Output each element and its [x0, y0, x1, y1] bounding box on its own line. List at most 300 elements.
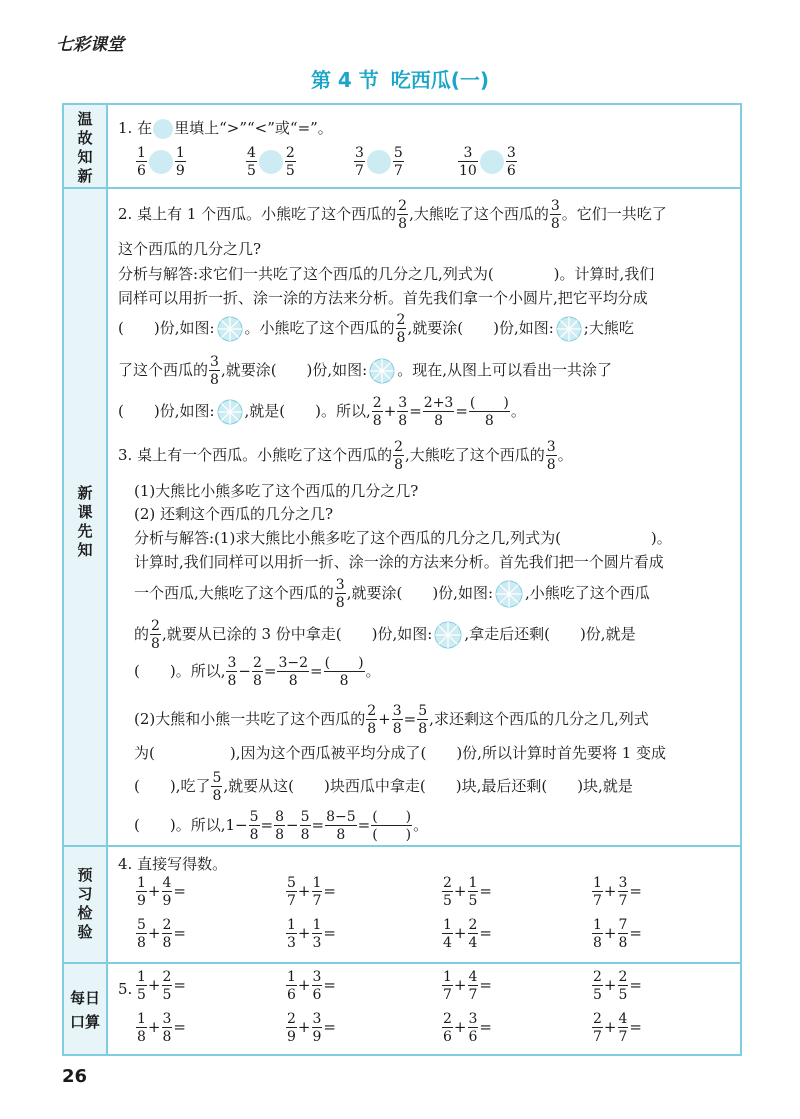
numerator: 5: [393, 145, 403, 161]
circle-diagram-icon: [217, 399, 243, 425]
denominator: 5: [285, 163, 295, 179]
q3-line: 为( ),因为这个西瓜被平均分成了( )份,所以计算时首先要将 1 变成: [134, 744, 667, 762]
denominator: 8: [396, 330, 406, 346]
text: ,就是( )。所以,: [244, 402, 371, 420]
denominator: 8: [300, 827, 310, 843]
compare-circle[interactable]: [259, 150, 283, 174]
fraction: [618, 1012, 629, 1044]
text: ,就要涂( )份,如图:: [346, 584, 493, 602]
equals-sign: =: [409, 402, 422, 420]
text: ,就要涂( )份,如图:: [220, 361, 368, 379]
q3-line: 计算时,我们同样可以用折一折、涂一涂的方法来分析。首先我们把一个圆片看成: [134, 553, 664, 571]
plus-sign: +: [147, 882, 161, 900]
section-label-daily: [64, 986, 106, 1034]
numerator: 2: [394, 439, 404, 455]
fraction: [162, 1012, 173, 1044]
plus-sign: +: [297, 1018, 311, 1036]
fraction: [458, 146, 478, 178]
denominator: 5: [443, 893, 452, 909]
addition-exercise[interactable]: [441, 970, 492, 1002]
denominator: 8: [546, 457, 556, 473]
denominator: 7: [355, 163, 364, 179]
numerator: 1: [137, 1011, 146, 1027]
section-label-text: 新课先知: [77, 484, 93, 559]
numerator: 3: [506, 145, 516, 161]
text: ( ),吃了: [134, 777, 211, 795]
text: 。小熊吃了这个西瓜的: [244, 319, 395, 337]
fraction: [393, 146, 404, 178]
fraction: [277, 656, 309, 688]
denominator: 5: [137, 987, 146, 1003]
text: ( )。所以,1−: [134, 816, 248, 834]
text: 。: [413, 816, 429, 834]
addition-exercise[interactable]: [135, 1012, 186, 1044]
equals-sign: =: [310, 662, 323, 680]
numerator: 4: [247, 145, 256, 161]
q2-line: [118, 355, 740, 387]
addition-exercise[interactable]: [285, 970, 336, 1002]
minus-sign: −: [286, 816, 299, 834]
denominator: 7: [468, 987, 478, 1003]
denominator: 4: [443, 935, 452, 951]
fraction: [285, 146, 296, 178]
denominator: 8: [249, 827, 259, 843]
fraction: [417, 704, 428, 736]
q1-instruction: 里填上“>”“<”或“=”。: [174, 119, 333, 137]
text: 。现在,从图上可以看出一共涂了: [397, 361, 613, 379]
text: ( )份,如图:: [118, 402, 215, 420]
denominator: 8: [212, 788, 222, 804]
numerator: 3: [546, 439, 556, 455]
denominator: 4: [468, 935, 478, 951]
text: ,小熊吃了这个西瓜: [525, 584, 650, 602]
fraction: [506, 146, 517, 178]
text: ( )份,如图:: [118, 319, 215, 337]
numerator: 3: [398, 395, 408, 411]
numerator: 2: [396, 312, 406, 328]
addition-exercise[interactable]: [441, 1012, 492, 1044]
numerator: 3: [355, 145, 364, 161]
denominator: 8: [367, 721, 377, 737]
denominator: 5: [247, 163, 256, 179]
denominator: 6: [287, 987, 296, 1003]
denominator: 7: [287, 893, 296, 909]
equals-sign: =: [173, 1018, 186, 1036]
section-label-new: [64, 484, 106, 560]
addition-exercise[interactable]: [135, 918, 186, 950]
compare-item: [245, 146, 297, 178]
compare-circle[interactable]: [480, 150, 504, 174]
denominator: 8: [335, 595, 345, 611]
compare-item: [457, 146, 518, 178]
fraction: [136, 146, 147, 178]
numerator: 4: [618, 1011, 628, 1027]
denominator: 7: [393, 163, 403, 179]
addition-exercise[interactable]: [285, 918, 336, 950]
denominator: 8: [288, 673, 298, 689]
answer-fraction[interactable]: [324, 656, 365, 688]
denominator: 9: [137, 893, 146, 909]
q3-line: [134, 771, 740, 803]
plus-sign: +: [147, 1018, 161, 1036]
brand-logo: 七彩课堂: [56, 35, 124, 55]
fraction: [335, 578, 346, 610]
denominator: ( ): [372, 827, 412, 843]
fraction: [136, 1012, 147, 1044]
denominator: 8: [398, 216, 408, 232]
denominator: 8: [394, 457, 404, 473]
fraction: [354, 146, 365, 178]
numerator: 2: [443, 875, 452, 891]
denominator: 7: [312, 893, 322, 909]
text: ,求还剩这个西瓜的几分之几,列式: [429, 710, 649, 728]
section-label-text: 温故知新: [77, 110, 93, 185]
q3-line: (1)大熊比小熊多吃了这个西瓜的几分之几?: [134, 482, 419, 500]
q3-line: [134, 619, 740, 651]
fraction: [393, 440, 404, 472]
denominator: 6: [468, 1029, 478, 1045]
numerator: 5: [137, 917, 146, 933]
plus-sign: +: [603, 882, 617, 900]
equals-sign: =: [323, 924, 336, 942]
q2-line: 这个西瓜的几分之几?: [118, 240, 262, 258]
denominator: 5: [468, 893, 478, 909]
fraction: [312, 876, 323, 908]
fraction: [392, 704, 403, 736]
circle-diagram-icon: [369, 358, 395, 384]
circle-diagram-icon: [217, 316, 243, 342]
numerator: 5: [287, 875, 296, 891]
numerator: 1: [137, 145, 146, 161]
numerator: 3: [618, 875, 628, 891]
denominator: 8: [210, 372, 219, 388]
fraction: [592, 876, 603, 908]
plus-sign: +: [297, 882, 311, 900]
numerator: 5: [300, 809, 310, 825]
denominator: 8: [227, 673, 237, 689]
plus-sign: +: [603, 1018, 617, 1036]
fraction: [442, 1012, 453, 1044]
equals-sign: =: [479, 882, 492, 900]
denominator: 8: [137, 1029, 146, 1045]
fraction: [618, 918, 629, 950]
fraction: [592, 918, 603, 950]
fraction: [366, 704, 377, 736]
denominator: 6: [137, 163, 146, 179]
q3-line: [118, 440, 740, 472]
numerator: 5: [418, 703, 428, 719]
numerator: 1: [312, 917, 322, 933]
denominator: 9: [287, 1029, 296, 1045]
fraction: [209, 355, 220, 387]
q2-line: 分析与解答:求它们一共吃了这个西瓜的几分之几,列式为( )。计算时,我们: [118, 265, 655, 283]
equals-sign: =: [323, 882, 336, 900]
fraction: [397, 396, 408, 428]
equals-sign: =: [455, 402, 468, 420]
equals-sign: =: [629, 1018, 642, 1036]
q2-line: 同样可以用折一折、涂一涂的方法来分析。首先我们拿一个小圆片,把它平均分成: [118, 289, 648, 307]
numerator: 2+3: [423, 395, 454, 411]
equals-sign: =: [479, 924, 492, 942]
fraction: [246, 146, 257, 178]
equals-sign: =: [479, 1018, 492, 1036]
plus-sign: +: [297, 924, 311, 942]
denominator: 8: [336, 827, 346, 843]
numerator: 1: [287, 917, 296, 933]
text: ,就要从这( )块西瓜中拿走( )块,最后还剩( )块,就是: [223, 777, 633, 795]
minus-sign: −: [238, 662, 251, 680]
addition-exercise[interactable]: [441, 918, 492, 950]
fraction: [442, 918, 453, 950]
numerator: 1: [312, 875, 322, 891]
numerator: 2: [398, 198, 408, 214]
divider: [62, 962, 742, 964]
numerator: ( ): [324, 655, 364, 671]
denominator: 9: [175, 163, 185, 179]
equals-sign: =: [263, 662, 277, 680]
numerator: 3: [162, 1011, 172, 1027]
numerator: 2: [593, 1011, 602, 1027]
q5-number: 5.: [118, 980, 133, 998]
fraction: [550, 199, 561, 231]
text: 3. 桌上有一个西瓜。小熊吃了这个西瓜的: [118, 446, 393, 464]
numerator: 3: [550, 198, 560, 214]
denominator: 8: [593, 935, 602, 951]
addition-exercise[interactable]: [591, 918, 642, 950]
plus-sign: +: [378, 710, 391, 728]
fraction: [592, 970, 603, 1002]
numerator: 1: [137, 969, 146, 985]
equals-sign: =: [629, 882, 642, 900]
fraction: [325, 810, 357, 842]
numerator: 1: [175, 145, 185, 161]
equals-sign: =: [260, 816, 274, 834]
text: ,拿走后还剩( )份,就是: [464, 625, 636, 643]
answer-fraction[interactable]: [469, 396, 510, 428]
fraction: [312, 1012, 323, 1044]
denominator: 3: [287, 935, 296, 951]
plus-sign: +: [297, 976, 311, 994]
denominator: 6: [443, 1029, 452, 1045]
addition-exercise[interactable]: [135, 970, 186, 1002]
denominator: 8: [372, 413, 382, 429]
fraction: [162, 876, 173, 908]
q3-line: [134, 656, 740, 688]
addition-exercise[interactable]: [285, 876, 336, 908]
numerator: 4: [468, 969, 478, 985]
lesson-title: 吃西瓜(一): [390, 68, 490, 92]
addition-exercise[interactable]: [135, 876, 186, 908]
page-number: 26: [62, 1066, 88, 1087]
denominator: 8: [137, 935, 146, 951]
numerator: 1: [593, 917, 602, 933]
fraction: [468, 1012, 479, 1044]
equals-sign: =: [173, 924, 186, 942]
numerator: 2: [468, 917, 478, 933]
denominator: 8: [392, 721, 402, 737]
numerator: 2: [372, 395, 382, 411]
fraction: [162, 970, 173, 1002]
numerator: 3: [335, 577, 345, 593]
equals-sign: =: [629, 976, 642, 994]
text: 。它们一共吃了: [561, 205, 667, 223]
fraction: [136, 876, 147, 908]
section-label-review: [64, 110, 106, 186]
q3-line: [134, 704, 740, 736]
fraction: [150, 619, 161, 651]
fraction: [286, 1012, 297, 1044]
numerator: 1: [593, 875, 602, 891]
plus-sign: +: [603, 976, 617, 994]
denominator: 8: [151, 636, 160, 652]
numerator: 2: [618, 969, 628, 985]
addition-exercise[interactable]: [441, 876, 492, 908]
numerator: 2: [151, 618, 160, 634]
blank-circle[interactable]: [153, 119, 173, 139]
denominator: 10: [459, 163, 477, 179]
text: 。: [510, 402, 526, 420]
plus-sign: +: [453, 924, 467, 942]
section-label-text: 每日口算: [69, 989, 100, 1031]
denominator: 8: [434, 413, 444, 429]
addition-exercise[interactable]: [591, 876, 642, 908]
plus-sign: +: [147, 924, 161, 942]
equals-sign: =: [323, 1018, 336, 1036]
numerator: 2: [593, 969, 602, 985]
q3-line: [134, 810, 740, 842]
fraction: [136, 970, 147, 1002]
q2-line: [118, 396, 740, 428]
fraction: [312, 918, 323, 950]
compare-circle[interactable]: [149, 150, 173, 174]
denominator: 3: [312, 935, 322, 951]
denominator: 7: [593, 893, 602, 909]
fraction: [468, 918, 479, 950]
q1-prefix: 1. 在: [118, 119, 153, 137]
fraction: [249, 810, 260, 842]
denominator: 7: [618, 1029, 628, 1045]
fraction: [618, 876, 629, 908]
text: ,大熊吃了这个西瓜的: [405, 446, 545, 464]
q2-line: [118, 313, 740, 345]
denominator: 9: [312, 1029, 322, 1045]
plus-sign: +: [453, 882, 467, 900]
fraction: [396, 313, 407, 345]
numerator: 1: [137, 875, 146, 891]
denominator: 7: [443, 987, 452, 1003]
numerator: 2: [443, 1011, 452, 1027]
addition-exercise[interactable]: [285, 1012, 336, 1044]
numerator: 3: [210, 354, 219, 370]
denominator: 9: [162, 893, 172, 909]
numerator: 2: [252, 655, 262, 671]
text: 。: [365, 662, 381, 680]
compare-item: [353, 146, 405, 178]
denominator: 5: [162, 987, 172, 1003]
numerator: 3: [312, 1011, 322, 1027]
compare-circle[interactable]: [367, 150, 391, 174]
numerator: 3: [227, 655, 237, 671]
compare-item: [135, 146, 187, 178]
fraction: [397, 199, 408, 231]
equals-sign: =: [479, 976, 492, 994]
numerator: 2: [367, 703, 377, 719]
equals-sign: =: [173, 976, 186, 994]
section-number: 第 4 节: [310, 68, 379, 92]
fraction: [442, 876, 453, 908]
plus-sign: +: [603, 924, 617, 942]
fraction: [592, 1012, 603, 1044]
denominator: 8: [398, 413, 408, 429]
fraction: [211, 771, 222, 803]
divider: [62, 845, 742, 847]
page-title: [0, 64, 800, 93]
numerator: 3: [468, 1011, 478, 1027]
circle-diagram-icon: [434, 621, 462, 649]
fraction: [226, 656, 237, 688]
q3-line: (2) 还剩这个西瓜的几分之几?: [134, 505, 334, 523]
numerator: 1: [443, 917, 452, 933]
denominator: 8: [162, 1029, 172, 1045]
q4-title: 4. 直接写得数。: [118, 855, 228, 873]
numerator: 8−5: [326, 809, 356, 825]
denominator: 5: [593, 987, 602, 1003]
denominator: 8: [418, 721, 428, 737]
plus-sign: +: [147, 976, 161, 994]
answer-fraction[interactable]: [371, 810, 412, 842]
numerator: ( ): [372, 809, 412, 825]
equals-sign: =: [311, 816, 325, 834]
fraction: [423, 396, 455, 428]
fraction: [286, 970, 297, 1002]
denominator: 8: [339, 673, 349, 689]
denominator: 7: [618, 893, 628, 909]
fraction: [162, 918, 173, 950]
numerator: 3−2: [278, 655, 309, 671]
fraction: [175, 146, 186, 178]
addition-exercise[interactable]: [591, 1012, 642, 1044]
numerator: 3: [458, 146, 478, 162]
addition-exercise[interactable]: [591, 970, 642, 1002]
equals-sign: =: [173, 882, 186, 900]
fraction: [546, 440, 557, 472]
denominator: 6: [312, 987, 322, 1003]
denominator: 7: [593, 1029, 602, 1045]
q3-line: [134, 578, 740, 610]
numerator: 1: [468, 875, 478, 891]
text: ( )。所以,: [134, 662, 226, 680]
text: ,大熊吃了这个西瓜的: [409, 205, 549, 223]
denominator: 8: [550, 216, 560, 232]
denominator: 5: [618, 987, 628, 1003]
divider: [62, 187, 742, 189]
q2-line: [118, 199, 740, 231]
plus-sign: +: [453, 976, 467, 994]
numerator: 2: [162, 917, 172, 933]
text: 的: [134, 625, 150, 643]
fraction: [312, 970, 323, 1002]
plus-sign: +: [383, 402, 397, 420]
fraction: [136, 918, 147, 950]
section-label-text: 预习检验: [77, 866, 93, 941]
numerator: 5: [212, 770, 222, 786]
equals-sign: =: [403, 710, 417, 728]
text: 。: [557, 446, 573, 464]
denominator: 8: [275, 827, 285, 843]
equals-sign: =: [357, 816, 371, 834]
numerator: 2: [285, 145, 295, 161]
denominator: 8: [484, 413, 494, 429]
